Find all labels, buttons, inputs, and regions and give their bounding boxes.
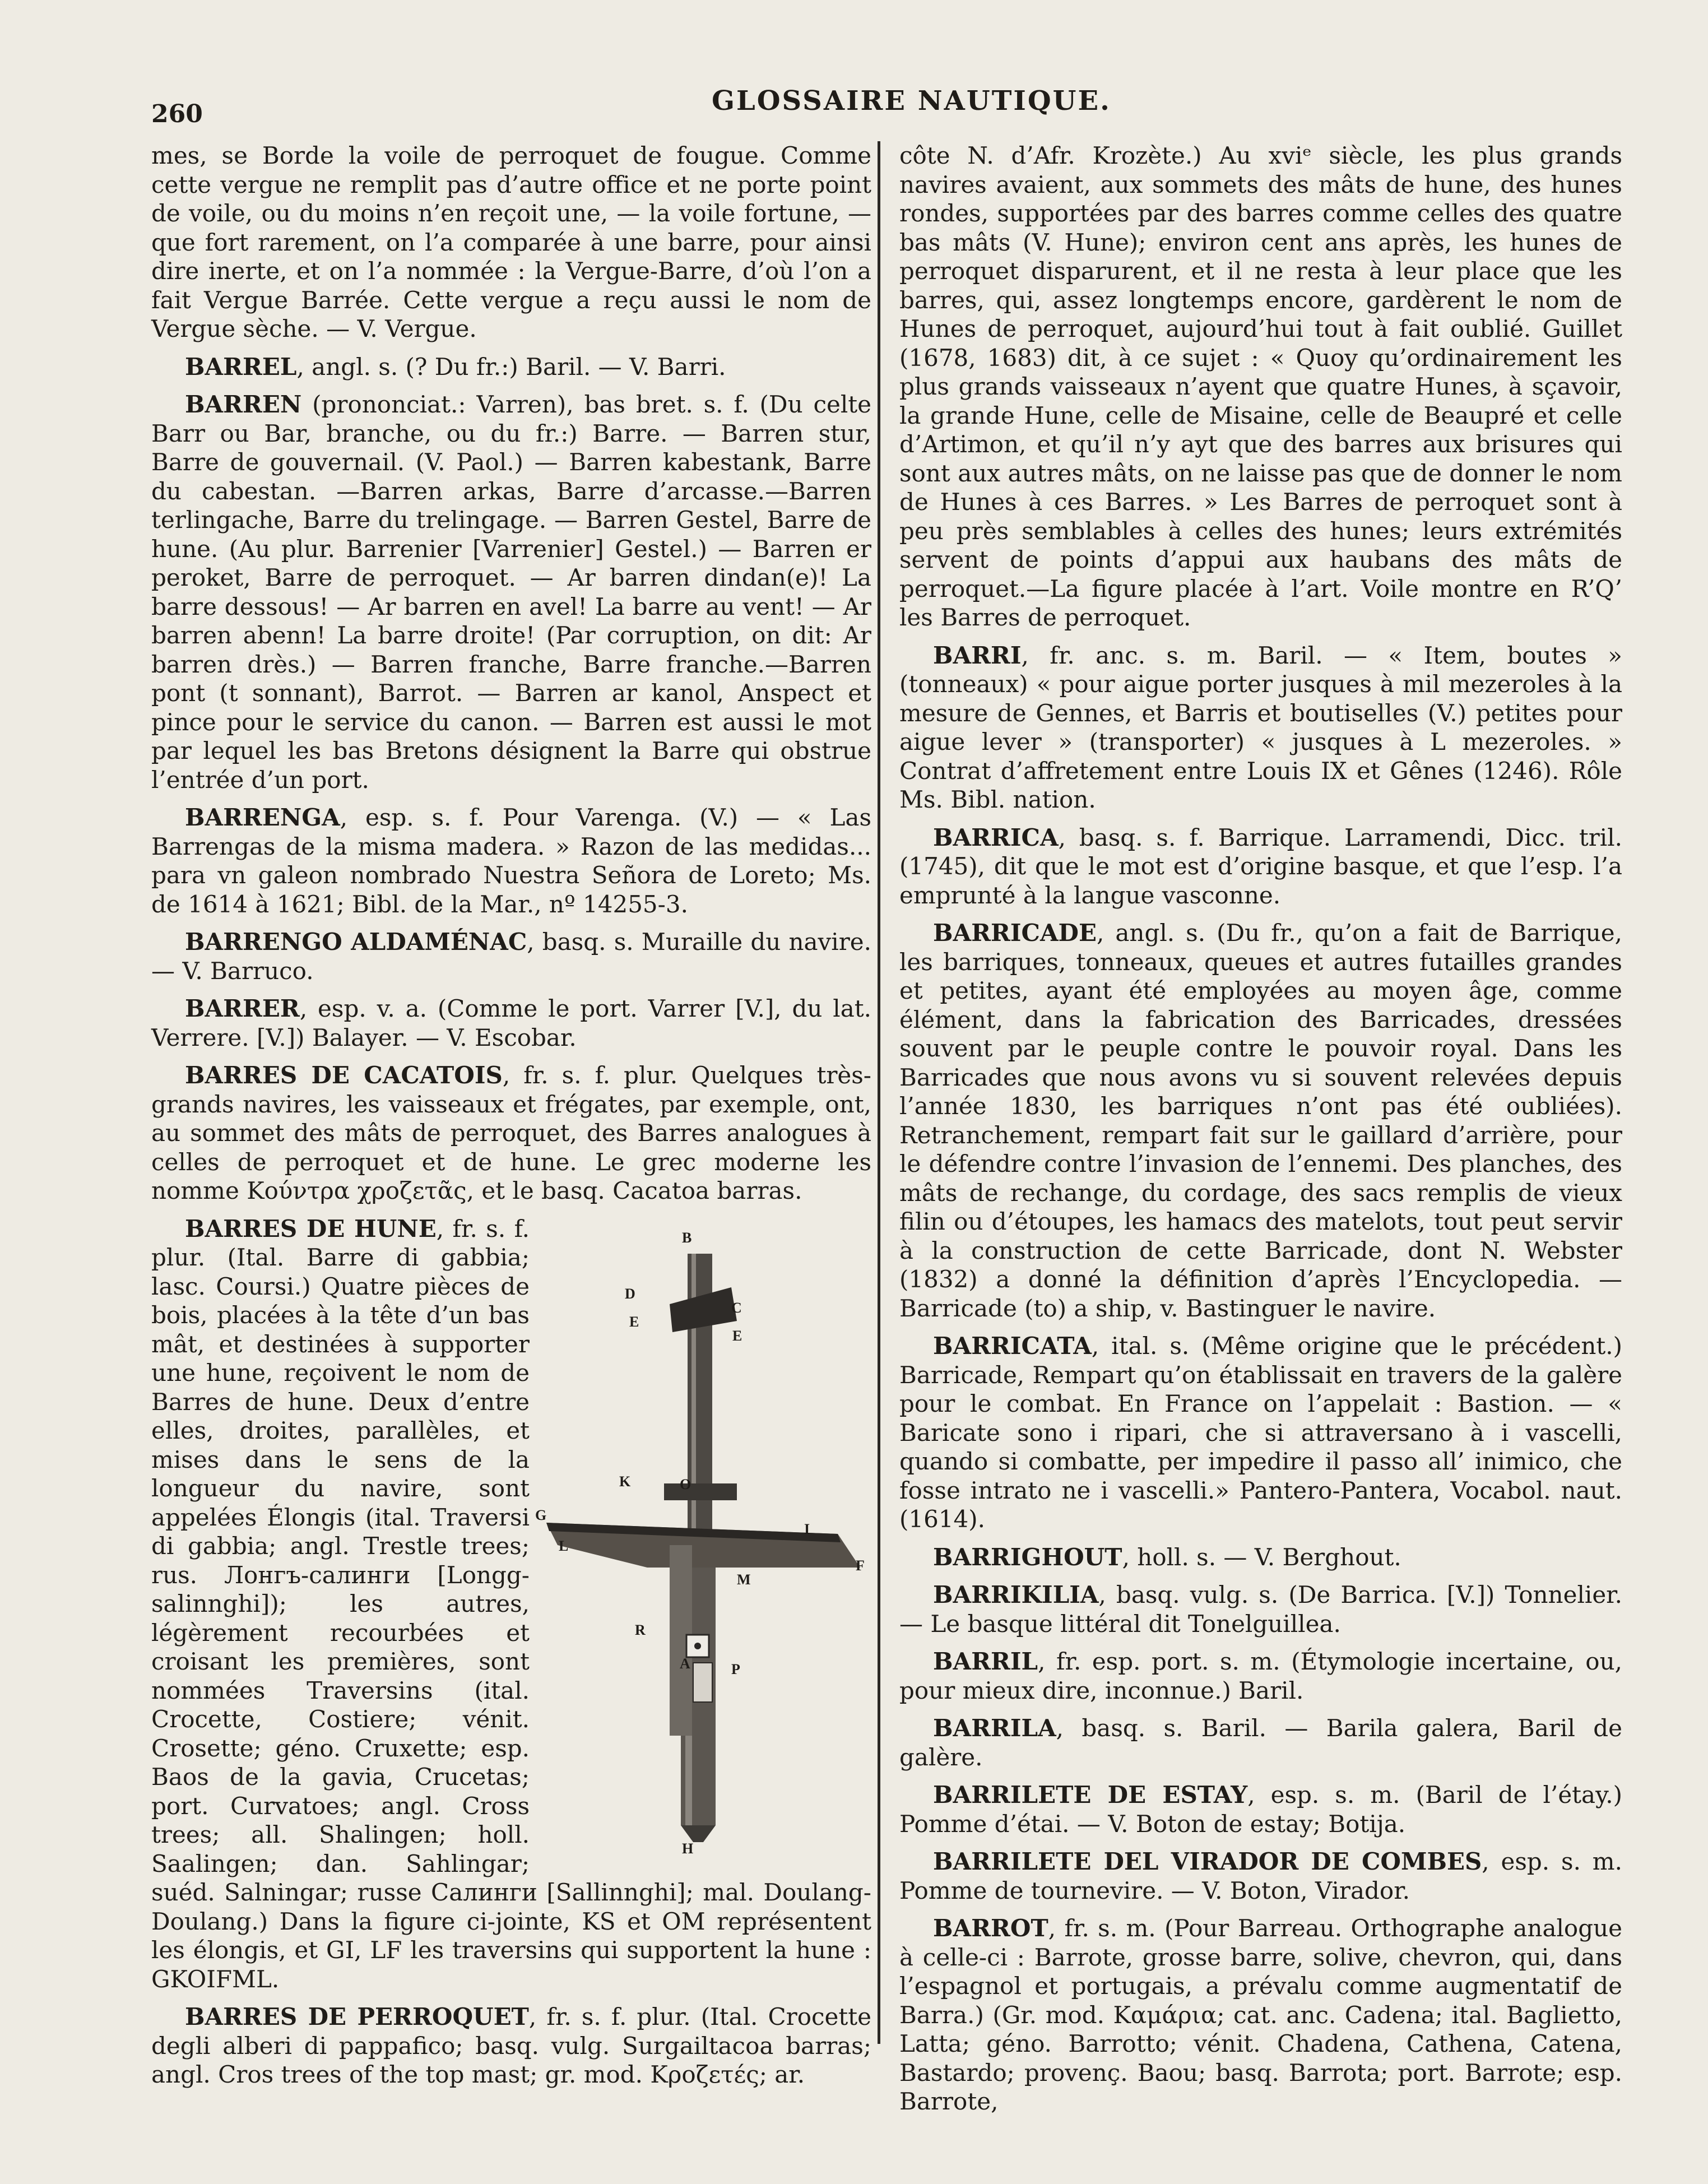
fig-label-p: P <box>731 1661 740 1677</box>
entry-barres-de-cacatois: BARRES DE CACATOIS, fr. s. f. plur. Quelques très-grands navires, les vaisseaux et frégates, par exemple, ont, au sommet des mâts de perroquet, des Barres analogues à celles de perroquet et de hune. Le grec moderne les nomme Κούντρα χροζετᾶς, et le basq. Cacatoa barras. <box>151 1061 871 1204</box>
fig-label-g: G <box>535 1506 547 1523</box>
fig-label-f: F <box>856 1557 865 1574</box>
entry-barricade: BARRICADE, angl. s. (Du fr., qu’on a fait de Barrique, les barriques, tonneaux, queues et autres futailles grandes et petites, ayant été employées au moyen âge, comme élément, dans la fabrication des Barricades, dressées souvent par le peuple contre le pouvoir royal. Dans les Barricades que nous avons vu si souvent relevées depuis l’année 1830, les barriques n’ont pas été oubliées). Retranchement, rempart fait sur le gaillard d’arrière, pour le défendre contre l’invasion de l’ennemi. Des planches, des mâts de rechange, du cordage, des sacs remplis de vieux filin ou d’étoupes, les hamacs des matelots, tout peut servir à la construction de cette Barricade, dont N. Webster (1832) a donné la définition d’après l’Encyclopedia. — Barricade (to) a ship, v. Bastinguer le navire. <box>899 919 1622 1322</box>
entry-barricata: BARRICATA, ital. s. (Même origine que le précédent.) Barricade, Rempart qu’on établissait en travers de la galère pour le combat. En France on l’appelait : Bastion. — « Baricate sono i ripari, che si attraversano à i vascelli, quando si combatte, per impedire il passo all’ inimico, che fosse intrato ne i vascelli.» Pantero-Pantera, Vocabol. naut. (1614). <box>899 1332 1622 1533</box>
column-divider <box>878 141 880 2044</box>
entry-barrila: BARRILA, basq. s. Baril. — Barila galera, Baril de galère. <box>899 1714 1622 1771</box>
entry-barrot: BARROT, fr. s. m. (Pour Barreau. Orthographe analogue à celle-ci : Barrote, grosse barre, solive, chevron, qui, dans l’espagnol et portugais, a prévalu comme augmentatif de Barra.) (Gr. mod. Καμάρια; cat. anc. Cadena; ital. Baglietto, Latta; géno. Barrotto; vénit. Chadena, Cathena, Catena, Bastardo; provenç. Baou; basq. Barrota; port. Barrote; esp. Barrote, <box>899 1914 1622 2115</box>
entry-continuation-right: côte N. d’Afr. Krozète.) Au xviᵉ siècle, les plus grands navires avaient, aux sommets des mâts de hune, des hunes rondes, supportées par des barres comme celles des quatre bas mâts (V. Hune); environ cent ans après, les hunes de perroquet disparurent, et il ne resta à leur place que les barres, qui, assez longtemps encore, gardèrent le nom de Hunes de perroquet, aujourd’hui tout à fait oublié. Guillet (1678, 1683) dit, à ce sujet : « Quoy qu’ordinairement les plus grands vaisseaux n’ayent que quatre Hunes, à sçavoir, la grande Hune, celle de Misaine, celle de Beaupré et celle d’Artimon, et qu’il n’y ayt que des barres aux brisures qui sont aux autres mâts, on ne laisse pas que de donner le nom de Hunes à ces Barres. » Les Barres de perroquet sont à peu près semblables à celles des hunes; leurs extrémités servent de points d’appui aux haubans des mâts de perroquet.—La figure placée à l’art. Voile montre en R’Q’ les Barres de perroquet. <box>899 142 1622 631</box>
left-column <box>151 141 871 2098</box>
fig-label-h: H <box>682 1840 694 1853</box>
fig-label-e-right: E <box>732 1327 742 1344</box>
fig-label-a: A <box>680 1655 690 1672</box>
entry-barres-de-perroquet: BARRES DE PERROQUET, fr. s. f. plur. (Ital. Crocette degli alberi di pappafico; basq. vulg. Surgailtacoa barras; angl. Cros trees of the top mast; gr. mod. Κροζετές; ar. <box>151 2003 871 2088</box>
fig-label-e-left: E <box>629 1313 639 1330</box>
entry-barres-de-hune: B D C E E K O G I L F M R A P H BARRES DE HUNE, fr. s. f. plur. (Ital. Barre di gabbia; lasc. Coursi.) Quatre pièces de bois, placées à la tête d’un bas mât, et destinées à supporter une hune, reçoivent le nom de Barres de hune. Deux d’entre elles, droites, parallèles, et mises dans le sens de la longueur du navire, sont appelées Élongis (ital. Traversi di gabbia; angl. Trestle trees; rus. Лонгъ-салинги [Longg-salinnghi]); les autres, légèrement recourbées et croisant les premières, sont nommées Traversins (ital. Crocette, Costiere; vénit. Crosette; géno. Cruxette; esp. Baos de la gavia, Crucetas; port. Curvatoes; angl. Cross trees; all. Shalingen; holl. Saalingen; dan. Sahlingar; suéd. Salningar; russe Салинги [Sallinnghi]; mal. Doulang-Doulang.) Dans la figure ci-jointe, KS et OM représentent les élongis, et GI, LF les traversins qui supportent la hune : GKOIFML. <box>151 1214 871 1993</box>
entry-barrighout: BARRIGHOUT, holl. s. — V. Berghout. <box>933 1543 1401 1571</box>
mast-top-figure <box>535 1220 871 1853</box>
fig-label-m: M <box>737 1571 751 1588</box>
trestle-trees <box>664 1483 737 1500</box>
entry-barril: BARRIL, fr. esp. port. s. m. (Étymologie incertaine, ou, pour mieux dire, inconnue.) Baril. <box>899 1648 1622 1704</box>
fig-label-i: I <box>804 1520 810 1537</box>
fig-label-b: B <box>682 1229 692 1246</box>
entry-barri: BARRI, fr. anc. s. m. Baril. — « Item, boutes » (tonneaux) « pour aigue porter jusques à mil mezeroles à la mesure de Gennes, et Barris et boutiselles (V.) petites pour aigue lever » (transporter) « jusques à L mezeroles. » Contrat d’affretement entre Louis IX et Gênes (1246). Rôle Ms. Bibl. nation. <box>899 641 1622 813</box>
entry-barrer: BARRER, esp. v. a. (Comme le port. Varrer [V.], du lat. Verrere. [V.]) Balayer. — V. Escobar. <box>151 995 871 1051</box>
page-number: 260 <box>151 100 203 128</box>
fig-label-c: C <box>731 1299 742 1316</box>
entry-barrica: BARRICA, basq. s. f. Barrique. Larramendi, Dicc. tril. (1745), dit que le mot est d’origine basque, et que l’esp. l’a emprunté à la langue vasconne. <box>899 823 1622 909</box>
mast-top-illustration <box>535 1220 871 1853</box>
entry-barrikilia: BARRIKILIA, basq. vulg. s. (De Barrica. [V.]) Tonnelier. — Le basque littéral dit Tonelguillea. <box>899 1581 1622 1638</box>
entry-barrenga: BARRENGA, esp. s. f. Pour Varenga. (V.) — « Las Barrengas de la misma madera. » Razon de las medidas... para vn galeon nombrado Nuestra Señora de Loreto; Ms. de 1614 à 1621; Bibl. de la Mar., nº 14255-3. <box>151 804 871 918</box>
fig-label-o: O <box>680 1476 691 1492</box>
fig-label-l: L <box>559 1537 569 1554</box>
entry-barrilete-de-estay: BARRILETE DE ESTAY, esp. s. m. (Baril de l’étay.) Pomme d’étai. — V. Boton de estay; Botija. <box>899 1781 1622 1838</box>
fig-label-d: D <box>625 1285 635 1302</box>
fig-label-k: K <box>619 1473 631 1490</box>
entry-barrilete-del-virador: BARRILETE DEL VIRADOR DE COMBES, esp. s. m. Pomme de tournevire. — V. Boton, Virador. <box>899 1848 1622 1904</box>
entry-barren: BARREN (prononciat.: Varren), bas bret. s. f. (Du celte Barr ou Bar, branche, ou du fr.:) Barre. — Barren stur, Barre de gouvernail. (V. Paol.) — Barren kabestank, Barre du cabestan. —Barren arkas, Barre d’arcasse.—Barren terlingache, Barre du trelingage. — Barren Gestel, Barre de hune. (Au plur. Barrenier [Varrenier] Gestel.) — Barren er peroket, Barre de perroquet. — Ar barren dindan(e)! La barre dessous! — Ar barren en avel! La barre au vent! — Ar barren abenn! La barre droite! (Par corruption, on dit: Ar barren drès.) — Barren franche, Barre franche.—Barren pont (t sonnant), Barrot. — Barren ar kanol, Anspect et pince pour le service du canon. — Barren est aussi le mot par lequel les bas Bretons désignent la Barre qui obstrue l’entrée d’un port. <box>151 391 871 794</box>
entry-barrel: BARREL, angl. s. (? Du fr.:) Baril. — V. Barri. <box>185 353 726 381</box>
fig-label-r: R <box>635 1621 646 1638</box>
entry-continuation: mes, se Borde la voile de perroquet de fougue. Comme cette vergue ne remplit pas d’autre office et ne porte point de voile, ou du moins n’en reçoit une, — la voile fortune, — que fort rarement, on l’a comparée à une barre, pour ainsi dire inerte, et on l’a nommée : la Vergue-Barre, d’où l’on a fait Vergue Barrée. Cette vergue a reçu aussi le nom de Vergue sèche. — V. Vergue. <box>151 142 871 342</box>
entry-barrengo: BARRENGO ALDAMÉNAC, basq. s. Muraille du navire. — V. Barruco. <box>151 928 871 985</box>
mast-heel <box>681 1825 716 1842</box>
right-column <box>899 141 1622 2125</box>
running-title: GLOSSAIRE NAUTIQUE. <box>712 85 1111 117</box>
